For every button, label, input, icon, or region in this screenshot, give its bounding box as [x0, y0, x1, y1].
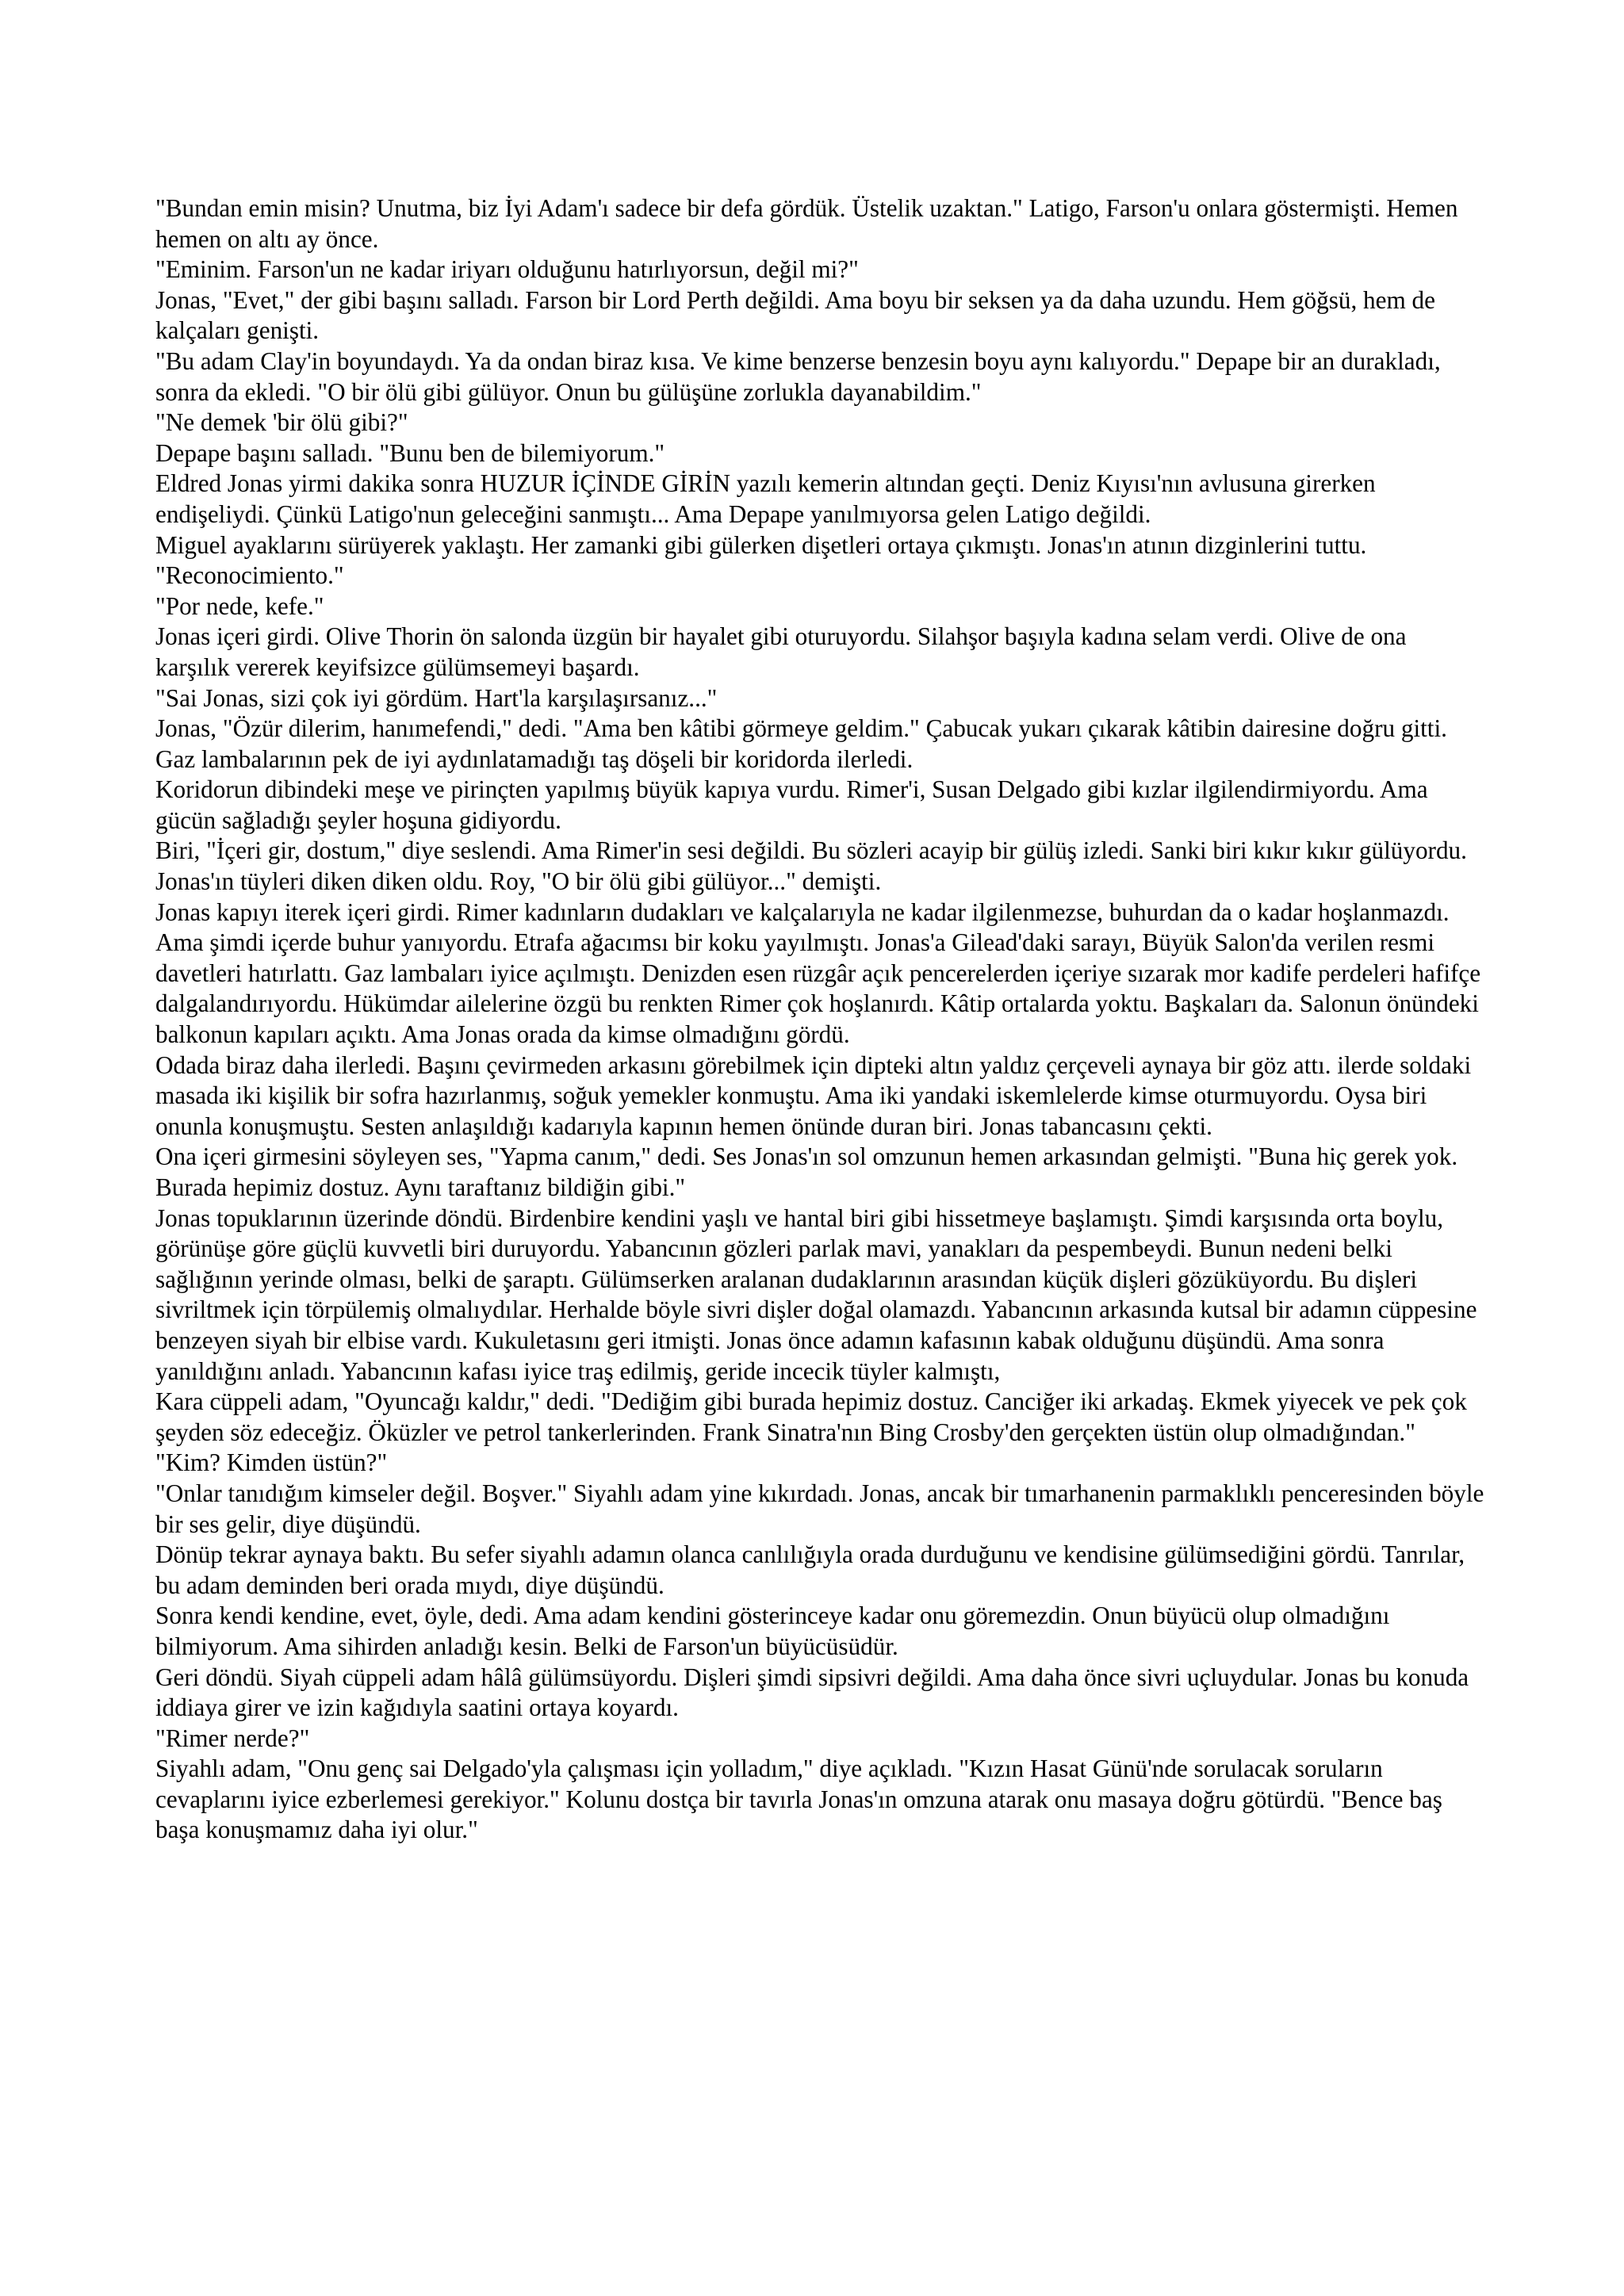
paragraph: "Bu adam Clay'in boyundaydı. Ya da ondan biraz kısa. Ve kime benzerse benzesin boyu aynı kalıyordu." Depape bir an durakladı, sonra da ekledi. "O bir ölü gibi gülüyor. Onun bu gülüşüne zorlukla dayanabildim."	[155, 346, 1441, 406]
document-page	[155, 193, 1484, 1846]
paragraph: Geri döndü. Siyah cüppeli adam hâlâ gülümsüyordu. Dişleri şimdi sipsivri değildi. Ama daha önce sivri uçluydular. Jonas bu konuda iddiaya girer ve izin kağıdıyla saatini ortaya koyardı.	[155, 1663, 1469, 1722]
paragraph: Eldred Jonas yirmi dakika sonra HUZUR İÇİNDE GİRİN yazılı kemerin altından geçti. Deniz Kıyısı'nın avlusuna girerken endişeliydi. Çünkü Latigo'nun geleceğini sanmıştı... Ama Depape yanılmıyorsa gelen Latigo değildi.	[155, 469, 1376, 528]
paragraph: "Kim? Kimden üstün?"	[155, 1448, 388, 1477]
paragraph: Jonas kapıyı iterek içeri girdi. Rimer kadınların dudakları ve kalçalarıyla ne kadar ilgilenmezse, buhurdan da o kadar hoşlanmazdı. Ama şimdi içerde buhur yanıyordu. Etrafa ağacımsı bir koku yayılmıştı. Jonas'a Gilead'daki sarayı, Büyük Salon'da verilen resmi davetleri hatırlattı. Gaz lambaları iyice açılmıştı. Denizden esen rüzgâr açık pencerelerden içeriye sızarak mor kadife perdeleri hafifçe dalgalandırıyordu. Hükümdar ailelerine özgü bu renkten Rimer çok hoşlanırdı. Kâtip ortalarda yoktu. Başkaları da. Salonun önündeki balkonun kapıları açıktı. Ama Jonas orada da kimse olmadığını gördü.	[155, 897, 1481, 1049]
paragraph: "Eminim. Farson'un ne kadar iriyarı olduğunu hatırlıyorsun, değil mi?"	[155, 255, 859, 284]
paragraph: "Bundan emin misin? Unutma, biz İyi Adam'ı sadece bir defa gördük. Üstelik uzaktan." Latigo, Farson'u onlara göstermişti. Hemen hemen on altı ay önce.	[155, 194, 1458, 253]
paragraph: "Por nede, kefe."	[155, 591, 324, 620]
paragraph: Odada biraz daha ilerledi. Başını çevirmeden arkasını görebilmek için dipteki altın yaldız çerçeveli aynaya bir göz attı. ilerde soldaki masada iki kişilik bir sofra hazırlanmış, soğuk yemekler konmuştu. Ama iki yandaki iskemlelerde kimse oturmuyordu. Oysa biri onunla konuşmuştu. Sesten anlaşıldığı kadarıyla kapının hemen önünde duran biri. Jonas tabancasını çekti.	[155, 1050, 1472, 1140]
paragraph: Jonas, "Özür dilerim, hanımefendi," dedi. "Ama ben kâtibi görmeye geldim." Çabucak yukarı çıkarak kâtibin dairesine doğru gitti. Gaz lambalarının pek de iyi aydınlatamadığı taş döşeli bir koridorda ilerledi.	[155, 714, 1447, 773]
paragraph: Depape başını salladı. "Bunu ben de bilemiyorum."	[155, 438, 665, 467]
paragraph: Miguel ayaklarını sürüyerek yaklaştı. Her zamanki gibi gülerken dişetleri ortaya çıkmıştı. Jonas'ın atının dizginlerini tuttu.	[155, 530, 1367, 559]
paragraph: "Ne demek 'bir ölü gibi?"	[155, 408, 408, 437]
paragraph: Jonas içeri girdi. Olive Thorin ön salonda üzgün bir hayalet gibi oturuyordu. Silahşor başıyla kadına selam verdi. Olive de ona karşılık vererek keyifsizce gülümsemeyi başardı.	[155, 622, 1407, 681]
paragraph: Siyahlı adam, "Onu genç sai Delgado'yla çalışması için yolladım," diye açıkladı. "Kızın Hasat Günü'nde sorulacak soruların cevaplarını iyice ezberlemesi gerekiyor." Kolunu dostça bir tavırla Jonas'ın omzuna atarak onu masaya doğru götürdü. "Bence baş başa konuşmamız daha iyi olur."	[155, 1755, 1442, 1844]
paragraph: "Onlar tanıdığım kimseler değil. Boşver." Siyahlı adam yine kıkırdadı. Jonas, ancak bir tımarhanenin parmaklıklı penceresinden böyle bir ses gelir, diye düşündü.	[155, 1479, 1484, 1538]
paragraph: Koridorun dibindeki meşe ve pirinçten yapılmış büyük kapıya vurdu. Rimer'i, Susan Delgado gibi kızlar ilgilendirmiyordu. Ama gücün sağladığı şeyler hoşuna gidiyordu.	[155, 775, 1428, 834]
paragraph: "Reconocimiento."	[155, 561, 344, 590]
paragraph: "Rimer nerde?"	[155, 1724, 310, 1752]
paragraph: Biri, "İçeri gir, dostum," diye seslendi. Ama Rimer'in sesi değildi. Bu sözleri acayip bir gülüş izledi. Sanki biri kıkır kıkır gülüyordu. Jonas'ın tüyleri diken diken oldu. Roy, "O bir ölü gibi gülüyor..." demişti.	[155, 836, 1467, 896]
paragraph: Jonas, "Evet," der gibi başını salladı. Farson bir Lord Perth değildi. Ama boyu bir seksen ya da daha uzundu. Hem göğsü, hem de kalçaları genişti.	[155, 285, 1435, 345]
paragraph: Sonra kendi kendine, evet, öyle, dedi. Ama adam kendini gösterinceye kadar onu göremezdin. Onun büyücü olup olmadığını bilmiyorum. Ama sihirden anladığı kesin. Belki de Farson'un büyücüsüdür.	[155, 1601, 1390, 1660]
paragraph: Ona içeri girmesini söyleyen ses, "Yapma canım," dedi. Ses Jonas'ın sol omzunun hemen arkasından gelmişti. "Buna hiç gerek yok. Burada hepimiz dostuz. Aynı taraftanız bildiğin gibi."	[155, 1142, 1458, 1201]
paragraph: Jonas topuklarının üzerinde döndü. Birdenbire kendini yaşlı ve hantal biri gibi hissetmeye başlamıştı. Şimdi karşısında orta boylu, görünüşe göre güçlü kuvvetli biri duruyordu. Yabancının gözleri parlak mavi, yanakları da pespembeydi. Bunun nedeni belki sağlığının yerinde olması, belki de şaraptı. Gülümserken aralanan dudaklarının arasından küçük dişleri gözüküyordu. Bu dişleri sivriltmek için törpülemiş olmalıydılar. Herhalde böyle sivri dişler doğal olamazdı. Yabancının arkasında kutsal bir adamın cüppesine benzeyen siyah bir elbise vardı. Kukuletasını geri itmişti. Jonas önce adamın kafasının kabak olduğunu düşündü. Ama sonra yanıldığını anladı. Yabancının kafası iyice traş edilmiş, geride incecik tüyler kalmıştı,	[155, 1203, 1477, 1385]
paragraph: "Sai Jonas, sizi çok iyi gördüm. Hart'la karşılaşırsanız..."	[155, 683, 718, 712]
paragraph: Dönüp tekrar aynaya baktı. Bu sefer siyahlı adamın olanca canlılığıyla orada durduğunu ve kendisine gülümsediğini gördü. Tanrılar, bu adam deminden beri orada mıydı, diye düşündü.	[155, 1540, 1465, 1599]
paragraph: Kara cüppeli adam, "Oyuncağı kaldır," dedi. "Dediğim gibi burada hepimiz dostuz. Canciğer iki arkadaş. Ekmek yiyecek ve pek çok şeyden söz edeceğiz. Öküzler ve petrol tankerlerinden. Frank Sinatra'nın Bing Crosby'den gerçekten üstün olup olmadığından."	[155, 1387, 1467, 1446]
